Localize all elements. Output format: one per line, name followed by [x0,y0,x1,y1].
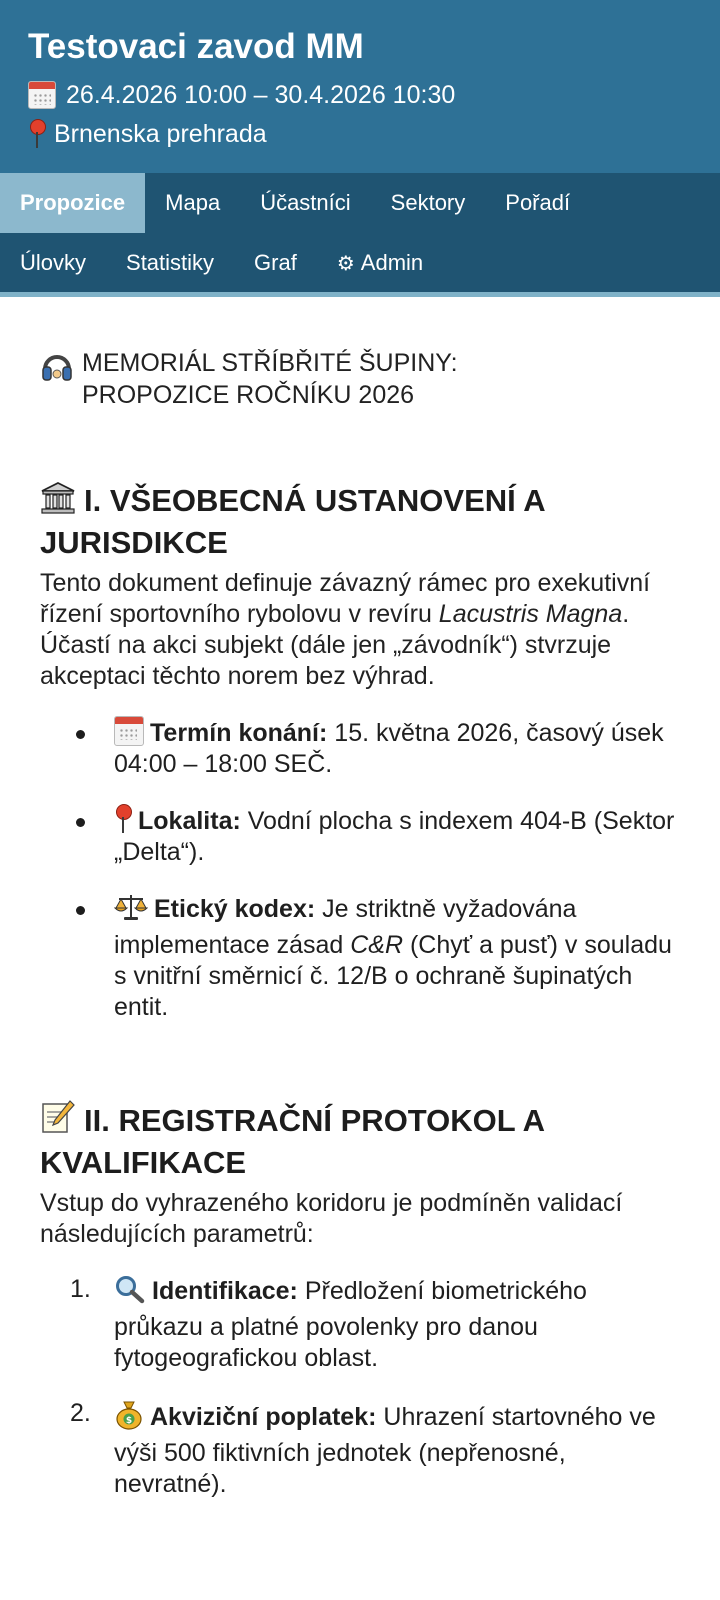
section-heading [40,481,680,562]
lead-emphasis: Lacustris Magna [438,600,623,628]
propozice-content [0,297,720,1500]
item-label: Akviziční poplatek: [150,1403,377,1431]
item-text-a: Je striktně vyžadována implementace zásad [114,895,577,959]
magnifier-icon [114,1274,146,1312]
lead-part-a: Tento dokument definuje závazný rámec pro exekutivní řízení sportovního rybolovu v revíru [40,569,651,628]
classical-building-icon [40,481,76,524]
document-title-line1: MEMORIÁL STŘÍBŘITÉ ŠUPINY: [82,349,458,377]
section-heading-text: II. REGISTRAČNÍ PROTOKOL A KVALIFIKACE [40,1103,544,1180]
tab-statistiky[interactable]: Statistiky [126,250,215,275]
item-label: Etický kodex: [154,895,316,923]
section-general-provisions [40,481,680,1023]
tab-ucastnici[interactable]: Účastníci [260,190,351,215]
list-item [70,1274,680,1374]
item-emphasis: C&R [350,931,404,959]
tab-admin[interactable] [317,233,443,293]
main-nav [0,173,720,297]
pin-icon [114,804,132,834]
provisions-list [40,716,680,1023]
event-header [0,0,720,173]
list-item [114,804,680,868]
nav-row-2 [0,233,720,293]
tab-admin-label: Admin [360,250,424,275]
document-title [40,347,680,411]
list-item [70,1398,680,1500]
item-text: Uhrazení startovného ve výši 500 fiktivních jednotek (nepřenosné, nevratné). [114,1403,656,1498]
event-location-row [28,119,692,149]
event-date-row [28,80,692,110]
item-number: 1. [70,1275,91,1303]
item-text: Vodní plocha s indexem 404-B (Sektor „Delta“). [114,807,675,866]
section-registration [40,1099,680,1500]
item-label: Termín konání: [150,719,328,747]
item-number: 2. [70,1399,91,1427]
svg-text:$: $ [125,1416,133,1426]
calendar-icon [114,716,144,746]
scales-icon [114,892,148,930]
item-label: Lokalita: [138,807,241,835]
tab-sektory[interactable]: Sektory [390,190,466,215]
document-title-line2: PROPOZICE ROČNÍKU 2026 [82,381,415,409]
tab-propozice[interactable]: Propozice [0,173,145,233]
calendar-icon [28,81,56,109]
item-text: Předložení biometrického průkazu a platné povolenky pro danou fytogeografickou oblast. [114,1277,587,1372]
tab-mapa[interactable]: Mapa [165,190,221,215]
section-heading [40,1099,680,1182]
lead-part-b: . Účastí na akci subjekt (dále jen „závodník“) stvrzuje akceptaci těchto norem bez výhrad. [40,600,630,690]
tab-graf[interactable]: Graf [254,250,297,275]
event-location: Brnenska prehrada [54,120,267,148]
section-lead: Vstup do vyhrazeného koridoru je podmíněn validací následujících parametrů: [40,1189,623,1248]
section-lead [40,568,680,692]
event-title: Testovaci zavod MM [28,27,364,66]
pin-icon [28,119,46,149]
list-item [114,892,680,1023]
event-date-range: 26.4.2026 10:00 – 30.4.2026 10:30 [66,81,456,109]
tab-ulovky[interactable]: Úlovky [20,250,87,275]
item-text: 15. května 2026, časový úsek 04:00 – 18:00 SEČ. [114,719,664,778]
list-item [114,716,680,780]
money-bag-icon [114,1398,144,1438]
gear-icon: ⚙ [336,252,355,275]
tab-poradi[interactable]: Pořadí [505,190,571,215]
registration-list [40,1274,680,1500]
item-label: Identifikace: [152,1277,298,1305]
headphones-icon [40,349,74,391]
nav-row-1 [0,173,720,233]
item-text-b: (Chyť a pusť) v souladu s vnitřní směrnicí č. 12/B o ochraně šupinatých entit. [114,931,672,1021]
section-heading-text: I. VŠEOBECNÁ USTANOVENÍ A JURISDIKCE [40,483,545,560]
memo-icon [40,1099,76,1144]
